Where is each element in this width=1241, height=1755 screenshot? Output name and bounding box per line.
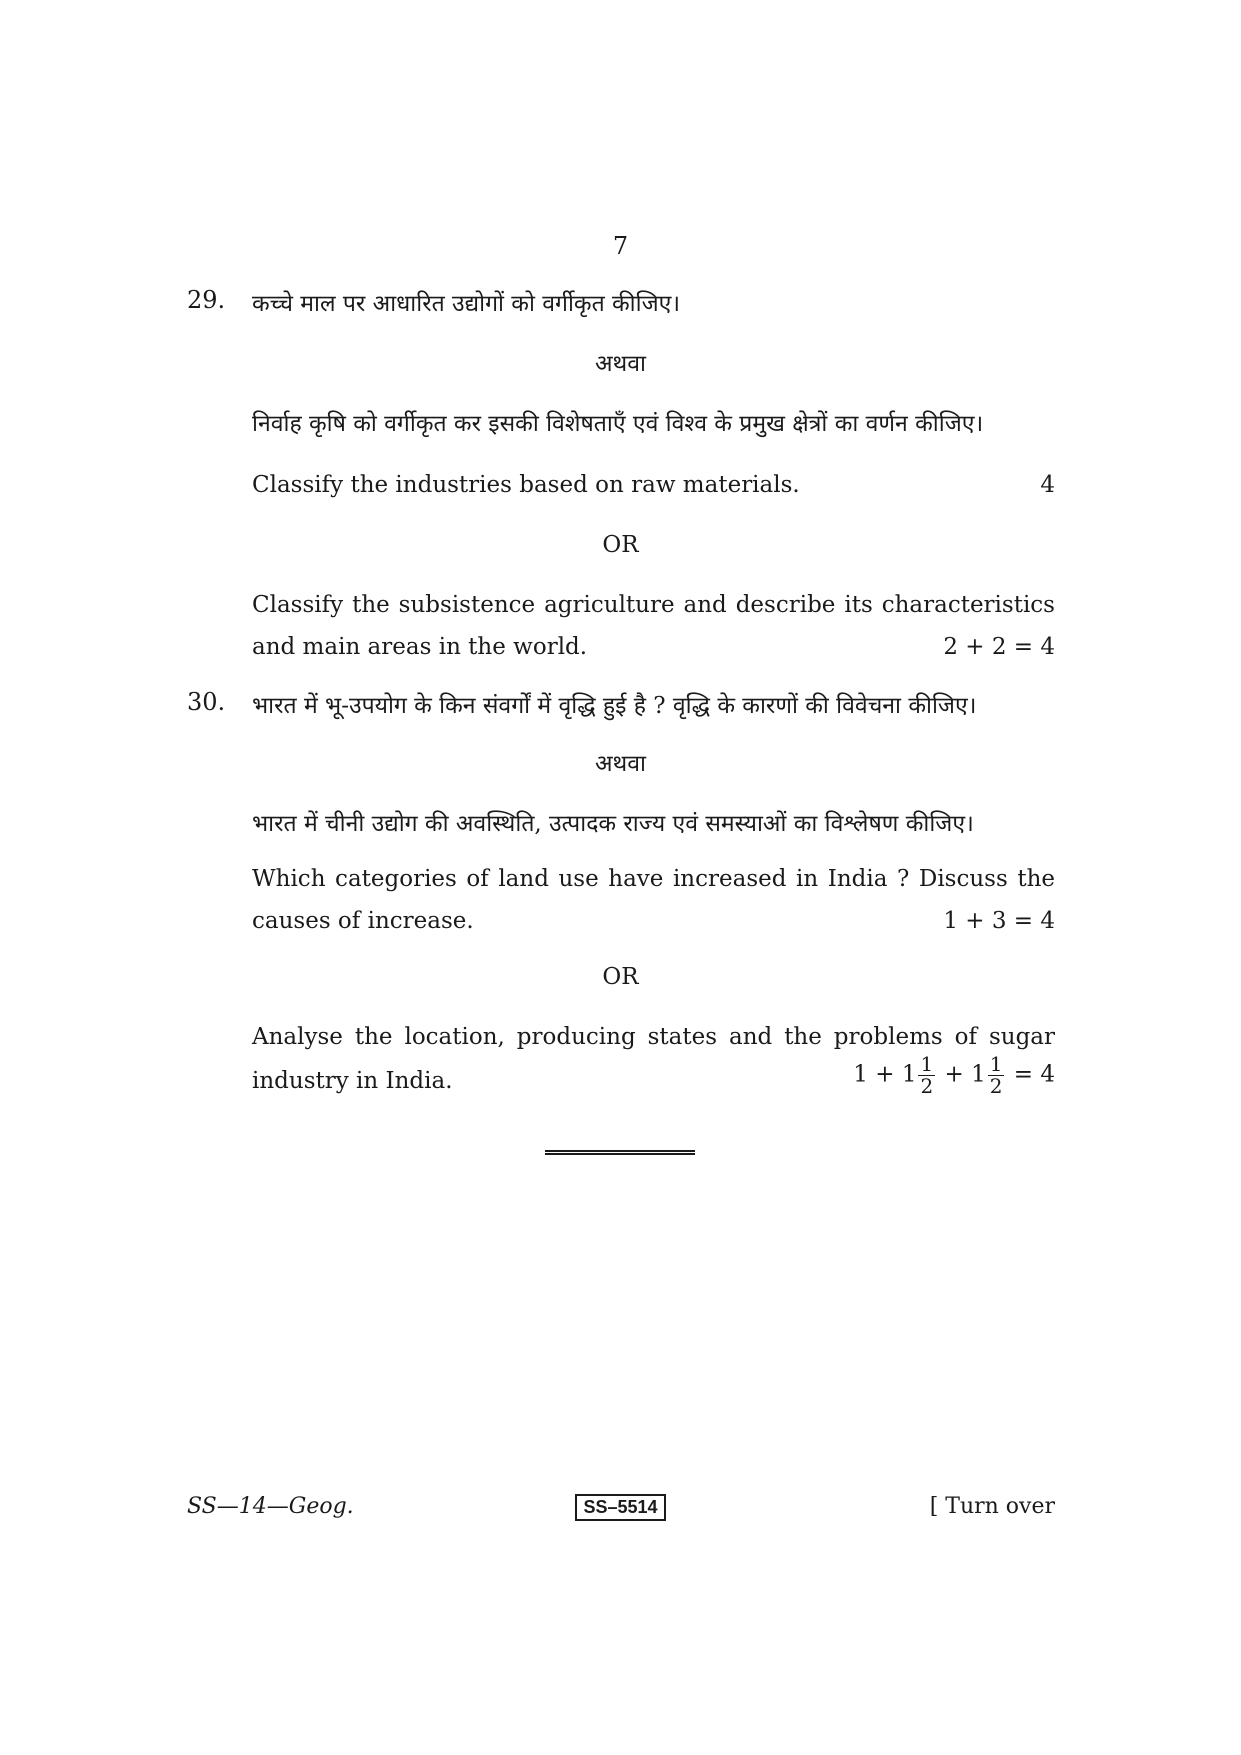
q30-english-alt-marks	[853, 1054, 1055, 1097]
fraction-half-1	[918, 1054, 935, 1097]
q29-english-main: Classify the industries based on raw materials.	[252, 472, 800, 498]
q30-hindi-main: भारत में भू-उपयोग के किन संवर्गों में वृद्धि हुई है ? वृद्धि के कारणों की विवेचना कीजिए।	[252, 693, 977, 719]
q30-hindi-alt: भारत में चीनी उद्योग की अवस्थिति, उत्पादक राज्य एवं समस्याओं का विश्लेषण कीजिए।	[252, 811, 974, 837]
q30-hindi-or: अथवा	[594, 751, 646, 777]
q30-english-alt-line1: Analyse the location, producing states and the problems of sugar	[252, 1024, 1055, 1050]
q29-english-alt-line1: Classify the subsistence agriculture and describe its characteristics	[252, 592, 1055, 618]
footer-turn-over: [ Turn over	[929, 1494, 1055, 1519]
q30-english-main-row2	[252, 908, 1055, 934]
q29-hindi-main: कच्चे माल पर आधारित उद्योगों को वर्गीकृत कीजिए।	[252, 291, 681, 317]
fraction-denominator: 2	[920, 1074, 934, 1098]
q29-english-alt-marks: 2 + 2 = 4	[943, 634, 1055, 660]
q29-hindi-alt: निर्वाह कृषि को वर्गीकृत कर इसकी विशेषताएँ एवं विश्व के प्रमुख क्षेत्रों का वर्णन कीजिए।	[252, 411, 984, 437]
paper-code-box: SS–5514	[575, 1494, 665, 1521]
end-of-paper-rule	[545, 1150, 695, 1155]
fraction-numerator: 1	[989, 1052, 1003, 1076]
page-number: 7	[612, 232, 629, 260]
q30-english-main-marks: 1 + 3 = 4	[943, 908, 1055, 934]
q29-english-alt-line2: and main areas in the world.	[252, 634, 588, 660]
q29-english-or: OR	[602, 532, 639, 558]
fraction-half-2	[988, 1054, 1005, 1097]
q29-english-alt-row2	[252, 634, 1055, 660]
marks-part3: = 4	[1013, 1061, 1055, 1088]
q30-english-or: OR	[602, 964, 639, 990]
fraction-numerator: 1	[920, 1052, 934, 1076]
q29-hindi-or: अथवा	[594, 351, 646, 377]
q30-english-main-line1: Which categories of land use have increased in India ? Discuss the	[252, 866, 1055, 892]
question-number-30: 30.	[187, 688, 226, 716]
marks-part2: + 1	[944, 1061, 986, 1088]
q29-english-main-row	[252, 472, 1055, 498]
marks-part1: 1 + 1	[853, 1061, 917, 1088]
question-number-29: 29.	[187, 286, 226, 314]
q30-english-alt-line2: industry in India.	[252, 1068, 453, 1094]
fraction-denominator: 2	[989, 1074, 1003, 1098]
q30-english-alt-row2	[252, 1052, 1055, 1098]
q30-english-main-line2: causes of increase.	[252, 908, 474, 934]
q29-english-main-marks: 4	[1040, 472, 1055, 498]
footer-subject-code: SS—14—Geog.	[187, 1494, 354, 1519]
